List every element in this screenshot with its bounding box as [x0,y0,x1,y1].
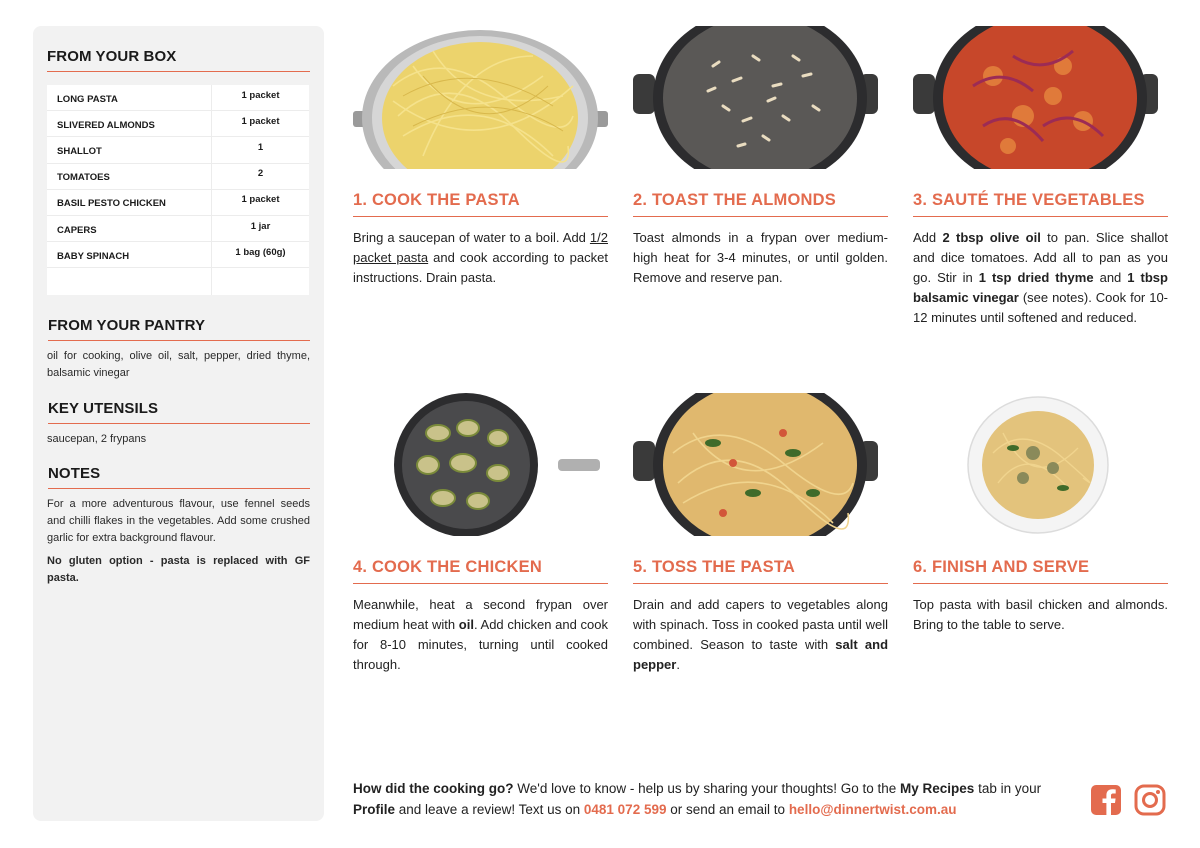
step-1 [353,26,608,288]
utensils-text: saucepan, 2 frypans [47,432,147,445]
step-2-text: Toast almonds in a frypan over medium-high heat for 3-4 minutes, or until golden. Remove and reserve pan. [633,230,888,285]
ingredient-qty: 1 bag (60g) [235,246,286,258]
step-2 [633,26,888,288]
ingredient-name: LONG PASTA [47,85,212,110]
table-row [47,242,309,268]
ingredient-name-empty [47,268,212,294]
table-row [47,216,309,242]
step-4 [353,393,608,675]
ingredient-name: BASIL PESTO CHICKEN [47,190,212,215]
step-6-text: Top pasta with basil chicken and almonds. Bring to the table to serve. [913,597,1168,632]
sidebar [33,26,324,821]
profile-link[interactable]: Profile [353,802,396,817]
pantry-text: oil for cooking, olive oil, salt, pepper, dried thyme, balsamic vinegar [47,349,310,379]
table-row [47,137,309,163]
notes-gluten-option: No gluten option - pasta is replaced with GF pasta. [47,554,310,584]
ingredients-table [47,85,309,295]
step-6 [913,393,1168,635]
notes-text: For a more adventurous flavour, use fennel seeds and chilli flakes in the vegetables. Add some crushed garlic for extra background flavour. [47,497,310,544]
table-row [47,164,309,190]
ingredient-qty: 1 packet [241,115,280,127]
ingredient-name: CAPERS [47,216,212,241]
ingredient-name: SHALLOT [47,137,212,162]
notes-title: NOTES [48,465,310,489]
table-row-empty [47,268,309,294]
utensils-section [47,400,310,448]
step-3 [913,26,1168,328]
step-3-text: Add 2 tbsp olive oil to pan. Slice shallot and dice tomatoes. Add all to pan as you go. Stir in 1 tsp dried thyme and 1 tbsp balsamic vinegar (see notes). Cook for 10-12 minutes until softened and reduced. [913,230,1169,325]
table-row [47,190,309,216]
social-links [1090,784,1166,816]
step-6-image [913,393,1168,536]
ingredient-qty: 2 [257,168,264,180]
step-4-text: Meanwhile, heat a second frypan over medium heat with oil. Add chicken and cook for 8-10 minutes, turning until cooked through. [353,597,608,672]
footer-message: How did the cooking go? We'd love to know - help us by sharing your thoughts! Go to the My Recipes tab in your Profile and leave a review! Text us on 0481 072 599 or send an email to hello@dinnertwist.com.au [353,781,1042,817]
step-4-title: 4. COOK THE CHICKEN [353,558,608,584]
facebook-icon[interactable] [1090,784,1122,816]
step-3-title: 3. SAUTÉ THE VEGETABLES [913,191,1168,217]
step-5-text: Drain and add capers to vegetables along with spinach. Toss in cooked pasta until well combined. Season to taste with salt and pepper. [633,597,889,672]
table-row [47,85,309,111]
ingredient-qty: 1 packet [241,89,280,101]
step-1-image [353,26,608,169]
step-5-image [633,393,888,536]
ingredient-qty: 1 jar [250,220,271,232]
email-link[interactable]: hello@dinnertwist.com.au [788,802,957,817]
footer-question: How did the cooking go? [353,781,514,796]
phone-link[interactable]: 0481 072 599 [583,802,667,817]
step-1-text: Bring a saucepan of water to a boil. Add 1/2 packet pasta and cook according to packet instructions. Drain pasta. [353,230,608,285]
instagram-icon[interactable] [1134,784,1166,816]
ingredient-qty: 1 [257,141,264,153]
box-title: FROM YOUR BOX [47,48,310,72]
ingredient-qty: 1 packet [241,194,280,206]
utensils-title: KEY UTENSILS [48,400,310,424]
pantry-title: FROM YOUR PANTRY [48,317,310,341]
ingredient-name: SLIVERED ALMONDS [47,111,212,136]
step-4-image [353,393,608,536]
pantry-section [47,317,310,382]
table-row [47,111,309,137]
notes-section [47,465,310,587]
ingredient-name: BABY SPINACH [47,242,212,267]
ingredient-name: TOMATOES [47,164,212,189]
step-2-image [633,26,888,169]
step-3-image [913,26,1168,169]
step-1-title: 1. COOK THE PASTA [353,191,608,217]
step-6-title: 6. FINISH AND SERVE [913,558,1168,584]
step-2-title: 2. TOAST THE ALMONDS [633,191,888,217]
ingredient-qty-empty [212,268,309,294]
step-5-title: 5. TOSS THE PASTA [633,558,888,584]
step-5 [633,393,888,675]
my-recipes-link[interactable]: My Recipes [900,781,975,796]
